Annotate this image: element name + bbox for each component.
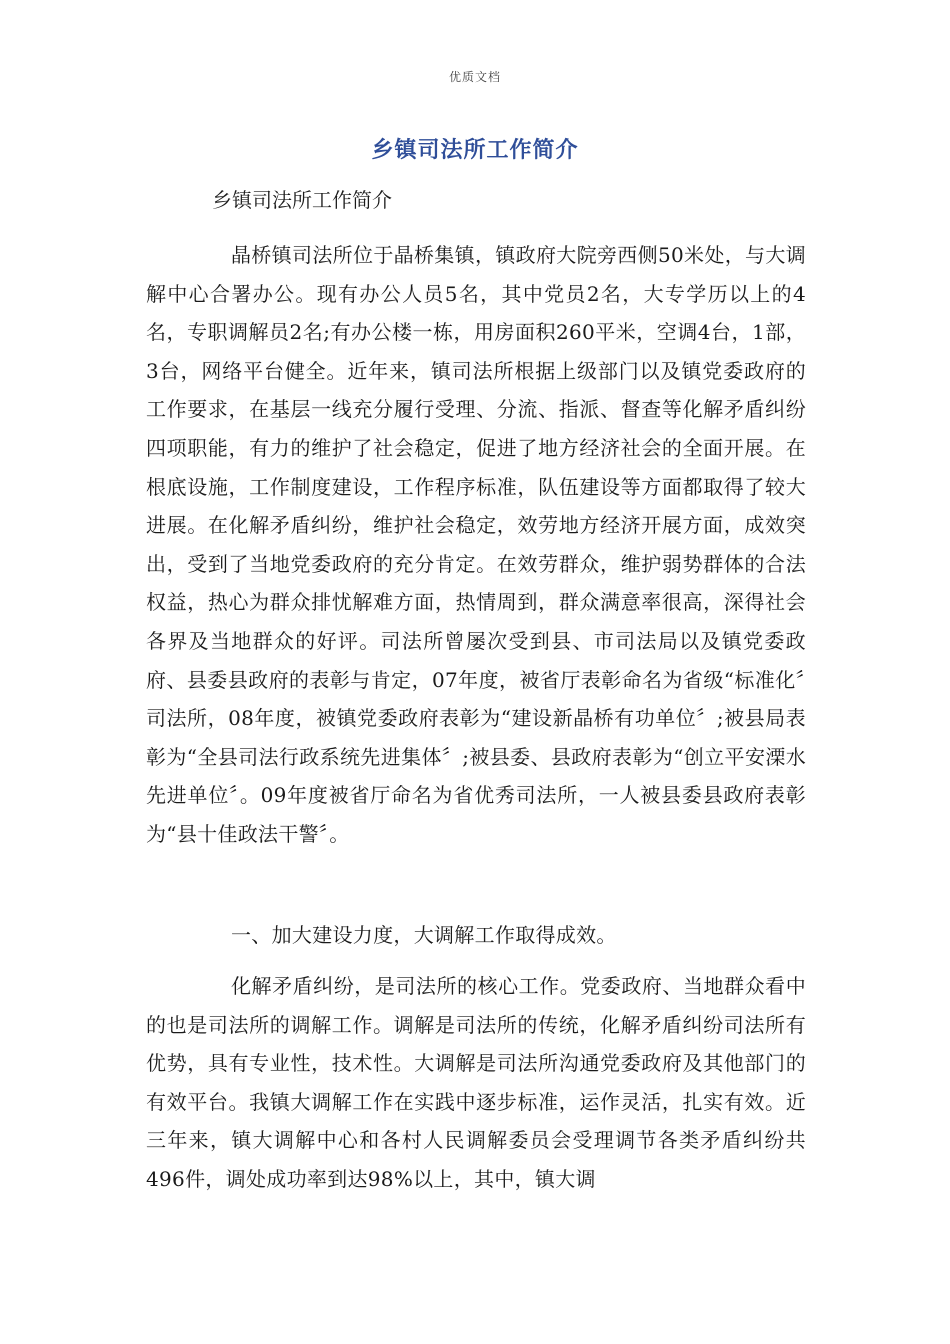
section-heading-1: 一、加大建设力度，大调解工作取得成效。 — [231, 923, 617, 947]
paragraph-introduction: 晶桥镇司法所位于晶桥集镇，镇政府大院旁西侧50米处，与大调解中心合署办公。现有办公人员5名，其中党员2名，大专学历以上的4名，专职调解员2名;有办公楼一栋，用房面积260平米，空调4台，1部，3台，网络平台健全。近年来，镇司法所根据上级部门以及镇党委政府的工作要求，在基层一线充分履行受理、分流、指派、督查等化解矛盾纠纷四项职能，有力的维护了社会稳定，促进了地方经济社会的全面开展。在根底设施，工作制度建设，工作程序标准，队伍建设等方面都取得了较大进展。在化解矛盾纠纷，维护社会稳定，效劳地方经济开展方面，成效突出，受到了当地党委政府的充分肯定。在效劳群众，维护弱势群体的合法权益，热心为群众排忧解难方面，热情周到，群众满意率很高，深得社会各界及当地群众的好评。司法所曾屡次受到县、市司法局以及镇党委政府、县委县政府的表彰与肯定，07年度，被省厅表彰命名为省级“标准化〞司法所，08年度，被镇党委政府表彰为“建设新晶桥有功单位〞;被县局表彰为“全县司法行政系统先进集体〞;被县委、县政府表彰为“创立平安溧水先进单位〞。09年度被省厅命名为省优秀司法所，一人被县委县政府表彰为“县十佳政法干警〞。 — [146, 243, 806, 846]
header-note: 优质文档 — [448, 70, 501, 84]
document-subtitle: 乡镇司法所工作简介 — [212, 188, 392, 212]
paragraph-mediation: 化解矛盾纠纷，是司法所的核心工作。党委政府、当地群众看中的也是司法所的调解工作。调解是司法所的传统，化解矛盾纠纷司法所有优势，具有专业性，技术性。大调解是司法所沟通党委政府及其他部门的有效平台。我镇大调解工作在实践中逐步标准，运作灵活，扎实有效。近三年来，镇大调解中心和各村人民调解委员会受理调节各类矛盾纠纷共496件，调处成功率到达98%以上，其中，镇大调 — [146, 974, 806, 1191]
document-title: 乡镇司法所工作简介 — [371, 138, 579, 163]
